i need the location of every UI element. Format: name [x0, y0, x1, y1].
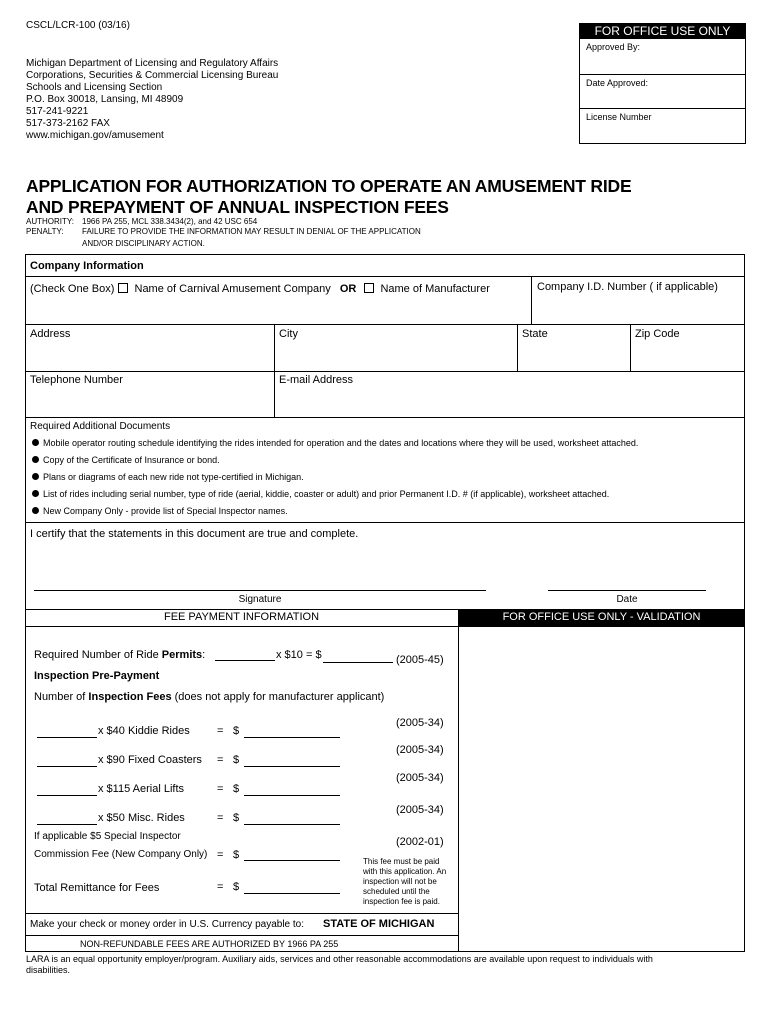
total-amount-input[interactable] — [244, 893, 340, 894]
signature-line[interactable] — [34, 590, 486, 591]
dollar-sign: $ — [233, 881, 240, 893]
equals-sign: = — [217, 881, 224, 893]
bullet-icon — [32, 456, 39, 463]
fee-note: This fee must be paid with this application. An inspection will not be scheduled until the inspection fee is paid. — [363, 857, 447, 906]
divider — [531, 276, 532, 324]
permits-row: Required Number of Ride Permits: — [34, 649, 206, 661]
date-line[interactable] — [548, 590, 706, 591]
authority-block — [26, 217, 486, 249]
agency-line: Michigan Department of Licensing and Regulatory Affairs — [26, 58, 279, 69]
divider — [25, 522, 745, 523]
bullet-icon — [32, 473, 39, 480]
total-label: Total Remittance for Fees — [34, 882, 160, 894]
form-id: CSCL/LCR-100 (03/16) — [26, 20, 130, 31]
aerial-amount-input[interactable] — [244, 795, 340, 796]
penalty-label: PENALTY: — [26, 227, 64, 236]
fee-payment-header: FEE PAYMENT INFORMATION — [163, 611, 320, 623]
documents-list — [32, 438, 742, 523]
documents-title: Required Additional Documents — [30, 421, 171, 432]
dollar-sign: $ — [233, 849, 240, 861]
divider — [25, 371, 745, 372]
dollar-sign: $ — [233, 754, 240, 766]
special-inspector-label-1: If applicable $5 Special Inspector — [34, 831, 181, 842]
inspection-fees-label: Number of Inspection Fees (does not apply for manufacturer applicant) — [34, 691, 385, 703]
list-item: Plans or diagrams of each new ride not type-certified in Michigan. — [32, 472, 742, 489]
equals-sign: = — [217, 812, 224, 824]
divider — [517, 324, 518, 371]
misc-count-input[interactable] — [37, 824, 97, 825]
signature-label: Signature — [238, 594, 282, 605]
prepay-title: Inspection Pre-Payment — [34, 670, 160, 682]
kiddie-amount-input[interactable] — [244, 737, 340, 738]
office-use-box — [579, 23, 746, 144]
equals-sign: = — [217, 725, 224, 737]
permits-multiplier: x $10 = $ — [276, 649, 322, 661]
state-field[interactable]: State — [522, 328, 548, 340]
equals-sign: = — [217, 849, 224, 861]
authority-label: AUTHORITY: — [26, 217, 75, 226]
agency-line: Schools and Licensing Section — [26, 82, 163, 93]
coaster-count-input[interactable] — [37, 766, 97, 767]
special-inspector-amount-input[interactable] — [244, 860, 340, 861]
bullet-icon — [32, 490, 39, 497]
nonrefundable-notice: NON-REFUNDABLE FEES ARE AUTHORIZED BY 1966 PA 255 — [80, 939, 339, 949]
divider — [25, 913, 458, 914]
license-number-field[interactable]: License Number — [586, 112, 652, 122]
or-label: OR — [339, 283, 357, 295]
telephone-field[interactable]: Telephone Number — [30, 374, 123, 386]
dollar-sign: $ — [233, 725, 240, 737]
approved-by-field[interactable]: Approved By: — [580, 39, 745, 75]
permits-amount-input[interactable] — [323, 662, 393, 663]
permits-code: (2005-45) — [396, 654, 444, 666]
list-item: Copy of the Certificate of Insurance or bond. — [32, 455, 742, 472]
special-inspector-code: (2002-01) — [396, 836, 444, 848]
footer-notice: LARA is an equal opportunity employer/program. Auxiliary aids, services and other reasonable accommodations are available upon request to individuals with disabilities. — [26, 954, 653, 975]
agency-line: 517-373-2162 FAX — [26, 118, 110, 129]
kiddie-code: (2005-34) — [396, 717, 444, 729]
aerial-count-input[interactable] — [37, 795, 97, 796]
bullet-icon — [32, 507, 39, 514]
agency-website: www.michigan.gov/amusement — [26, 130, 164, 141]
divider — [458, 609, 459, 952]
company-id-field[interactable]: Company I.D. Number ( if applicable) — [537, 281, 718, 293]
manufacturer-label: Name of Manufacturer — [380, 283, 490, 295]
list-item: Mobile operator routing schedule identifying the rides intended for operation and the dates and locations where they will be used, worksheet attached. — [32, 438, 742, 455]
payable-text: Make your check or money order in U.S. Currency payable to: — [30, 919, 305, 930]
divider — [25, 276, 745, 277]
carnival-checkbox[interactable] — [118, 283, 128, 293]
aerial-label: x $115 Aerial Lifts — [98, 783, 185, 795]
aerial-code: (2005-34) — [396, 772, 444, 784]
agency-line: P.O. Box 30018, Lansing, MI 48909 — [26, 94, 184, 105]
address-field[interactable]: Address — [30, 328, 71, 340]
misc-label: x $50 Misc. Rides — [98, 812, 185, 824]
penalty-text: FAILURE TO PROVIDE THE INFORMATION MAY RESULT IN DENIAL OF THE APPLICATION — [82, 227, 421, 236]
divider — [25, 935, 458, 936]
coaster-amount-input[interactable] — [244, 766, 340, 767]
zip-field[interactable]: Zip Code — [635, 328, 680, 340]
special-inspector-label-2: Commission Fee (New Company Only) — [34, 849, 208, 860]
agency-line: Corporations, Securities & Commercial Licensing Bureau — [26, 70, 279, 81]
company-section-title: Company Information — [30, 260, 144, 272]
misc-amount-input[interactable] — [244, 824, 340, 825]
agency-address — [26, 58, 278, 142]
validation-header: FOR OFFICE USE ONLY - VALIDATION — [458, 609, 745, 626]
manufacturer-checkbox[interactable] — [364, 283, 374, 293]
title-line-1: APPLICATION FOR AUTHORIZATION TO OPERATE AN AMUSEMENT RIDE — [26, 176, 632, 196]
certify-statement: I certify that the statements in this document are true and complete. — [30, 528, 359, 540]
dollar-sign: $ — [233, 783, 240, 795]
divider — [25, 626, 745, 627]
date-approved-field[interactable]: Date Approved: — [580, 75, 745, 109]
permits-count-input[interactable] — [215, 660, 275, 661]
check-one-label: (Check One Box) — [30, 283, 115, 295]
divider — [25, 324, 745, 325]
title-line-2: AND PREPAYMENT OF ANNUAL INSPECTION FEES — [26, 197, 449, 217]
date-label: Date — [616, 594, 638, 605]
authority-text: 1966 PA 255, MCL 338.3434(2), and 42 USC 654 — [82, 217, 258, 226]
penalty-text-cont: AND/OR DISCIPLINARY ACTION. — [82, 239, 205, 248]
city-field[interactable]: City — [279, 328, 298, 340]
divider — [630, 324, 631, 371]
kiddie-label: x $40 Kiddie Rides — [98, 725, 190, 737]
list-item: New Company Only - provide list of Special Inspector names. — [32, 506, 742, 523]
list-item: List of rides including serial number, type of ride (aerial, kiddie, coaster or adult) and prior Permanent I.D. # (if applicable), worksheet attached. — [32, 489, 742, 506]
coaster-code: (2005-34) — [396, 744, 444, 756]
kiddie-count-input[interactable] — [37, 737, 97, 738]
coaster-label: x $90 Fixed Coasters — [98, 754, 202, 766]
divider — [25, 417, 745, 418]
payable-to: STATE OF MICHIGAN — [323, 918, 435, 930]
dollar-sign: $ — [233, 812, 240, 824]
office-use-title: FOR OFFICE USE ONLY — [580, 24, 745, 39]
equals-sign: = — [217, 754, 224, 766]
equals-sign: = — [217, 783, 224, 795]
misc-code: (2005-34) — [396, 804, 444, 816]
carnival-label: Name of Carnival Amusement Company — [134, 283, 331, 295]
company-type-row — [30, 283, 490, 296]
agency-line: 517-241-9221 — [26, 106, 89, 117]
page-title — [26, 176, 631, 218]
email-field[interactable]: E-mail Address — [279, 374, 353, 386]
bullet-icon — [32, 439, 39, 446]
